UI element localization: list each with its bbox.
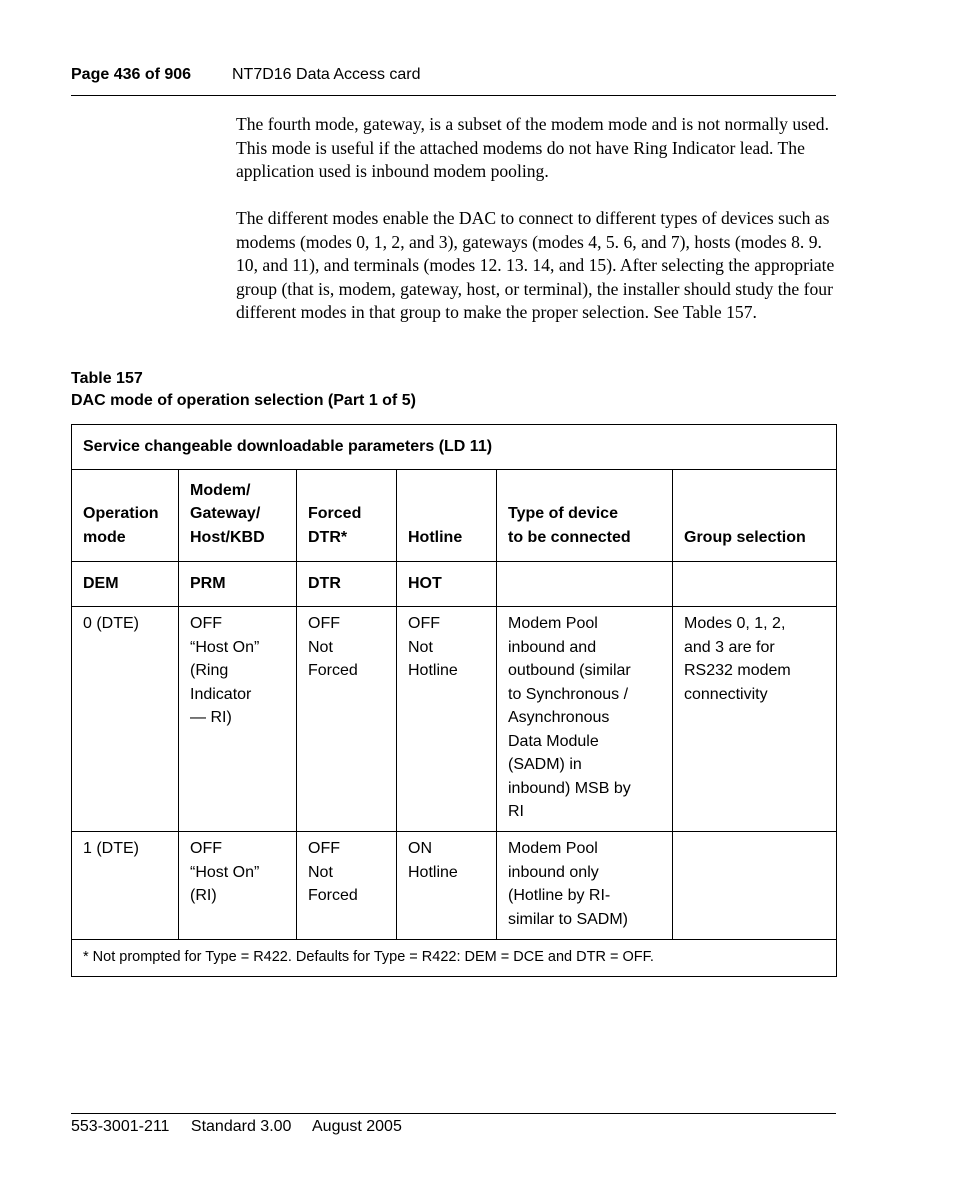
column-header-line: Forced	[308, 505, 362, 522]
table-cell-line: inbound and	[508, 638, 597, 656]
column-header	[497, 470, 673, 562]
column-header-line: Hotline	[408, 528, 463, 546]
body-paragraph-1: The fourth mode, gateway, is a subset of the modem mode and is not normally used. This mode is useful if the attached modems do not have Ring Indicator lead. The application used is inbound modem pooling.	[236, 114, 830, 181]
page-footer	[71, 1113, 836, 1136]
table-cell-line: OFF	[190, 615, 222, 632]
table-cell	[497, 832, 673, 940]
publication-date: August 2005	[312, 1118, 402, 1135]
table-cell	[72, 607, 179, 832]
table-title-cell: Service changeable downloadable parameters (LD 11)	[72, 425, 837, 470]
table-cell-line: OFF	[308, 840, 340, 857]
table-cell-line: (Ring	[190, 662, 229, 679]
table-cell	[397, 832, 497, 940]
table-cell-line: 0 (DTE)	[83, 615, 139, 632]
table-cell-line: and 3 are for	[684, 638, 775, 656]
column-header-line: Type of device	[508, 505, 618, 522]
table-cell-line: (Hotline by RI-	[508, 887, 611, 904]
page-number: Page 436 of 906	[71, 66, 192, 83]
parameter-code	[673, 562, 837, 607]
table-cell	[179, 832, 297, 940]
table-cell	[72, 832, 179, 940]
table-cell-line: (RI)	[190, 887, 217, 904]
table-cell-line: Asynchronous	[508, 709, 610, 726]
table-cell-line: inbound) MSB by	[508, 779, 631, 797]
parameter-code: PRM	[179, 562, 297, 607]
table-cell	[179, 607, 297, 832]
table-footnote: * Not prompted for Type = R422. Defaults for Type = R422: DEM = DCE and DTR = OFF.	[72, 940, 837, 977]
table-cell-line: connectivity	[684, 685, 768, 703]
table-cell-line: Hotline	[408, 863, 458, 881]
table-cell-line: similar to SADM)	[508, 910, 629, 928]
table-cell-line: Modem Pool	[508, 840, 598, 857]
column-header-line: Modem/	[190, 481, 251, 499]
table-cell-line: Data Module	[508, 732, 599, 750]
table-caption	[71, 368, 416, 412]
table-number: Table 157	[71, 370, 143, 387]
table-cell-line: Forced	[308, 662, 358, 679]
table-row	[72, 832, 837, 940]
table-cell-line: to Synchronous /	[508, 685, 629, 703]
table-cell-line: RS232 modem	[684, 662, 791, 679]
table-cell-line: — RI)	[190, 709, 232, 726]
table-cell-line: Not	[308, 863, 333, 881]
parameter-code: HOT	[397, 562, 497, 607]
table-cell-line: OFF	[408, 615, 440, 632]
table-cell	[397, 607, 497, 832]
table-cell	[673, 607, 837, 832]
table-cell-line: RI	[508, 803, 524, 820]
column-header-line: Group selection	[684, 528, 806, 546]
column-header-line: Host/KBD	[190, 528, 265, 546]
table-cell-line: 1 (DTE)	[83, 840, 139, 857]
table-cell	[497, 607, 673, 832]
table-cell-line: inbound only	[508, 863, 599, 881]
column-header	[297, 470, 397, 562]
table-cell-line: Modes 0, 1, 2,	[684, 615, 786, 632]
column-header-line: Gateway/	[190, 505, 261, 522]
table-cell-line: (SADM) in	[508, 756, 582, 773]
table-header-row	[72, 470, 837, 562]
column-header	[179, 470, 297, 562]
column-header-line: Operation	[83, 505, 159, 522]
column-header-line: mode	[83, 528, 126, 546]
mode-selection-table	[71, 424, 837, 977]
table-cell-line: Not	[408, 638, 433, 656]
doc-number: 553-3001-211	[71, 1118, 170, 1135]
table-row	[72, 607, 837, 832]
table-cell-line: Hotline	[408, 662, 458, 679]
standard-version: Standard 3.00	[190, 1118, 292, 1135]
page-header	[71, 66, 836, 96]
column-header	[673, 470, 837, 562]
table-cell	[673, 832, 837, 940]
table-cell-line: Indicator	[190, 685, 252, 703]
column-header-line: DTR*	[308, 528, 348, 546]
column-header	[397, 470, 497, 562]
table-cell-line: Forced	[308, 887, 358, 904]
body-paragraph-2: The different modes enable the DAC to connect to different types of devices such as modems (modes 0, 1, 2, and 3), gateways (modes 4, 5. 6, and 7), hosts (modes 8. 9. 10, and 11), and terminals (modes 12. 13. 14, and 15). After selecting the appropriate group (that is, modem, gateway, host, or terminal), the installer should study the four different modes in that group to make the proper selection. See Table 157.	[236, 208, 835, 322]
table-cell-line: “Host On”	[190, 863, 260, 881]
parameter-code: DEM	[72, 562, 179, 607]
table-cell-line: OFF	[308, 615, 340, 632]
table-cell	[297, 832, 397, 940]
table-cell-line: outbound (similar	[508, 662, 631, 679]
table-title-row	[72, 425, 837, 470]
table-cell-line: Not	[308, 638, 333, 656]
table-title: DAC mode of operation selection (Part 1 of 5)	[71, 392, 416, 409]
table-cell-line: Modem Pool	[508, 615, 598, 632]
column-header	[72, 470, 179, 562]
parameter-code	[497, 562, 673, 607]
table-cell-line: OFF	[190, 840, 222, 857]
document-title: NT7D16 Data Access card	[232, 66, 421, 83]
table-cell-line: “Host On”	[190, 638, 260, 656]
table-cell	[297, 607, 397, 832]
parameter-code-row	[72, 562, 837, 607]
table-cell-line: ON	[408, 840, 432, 857]
table-footnote-row	[72, 940, 837, 977]
parameter-code: DTR	[297, 562, 397, 607]
column-header-line: to be connected	[508, 528, 631, 546]
